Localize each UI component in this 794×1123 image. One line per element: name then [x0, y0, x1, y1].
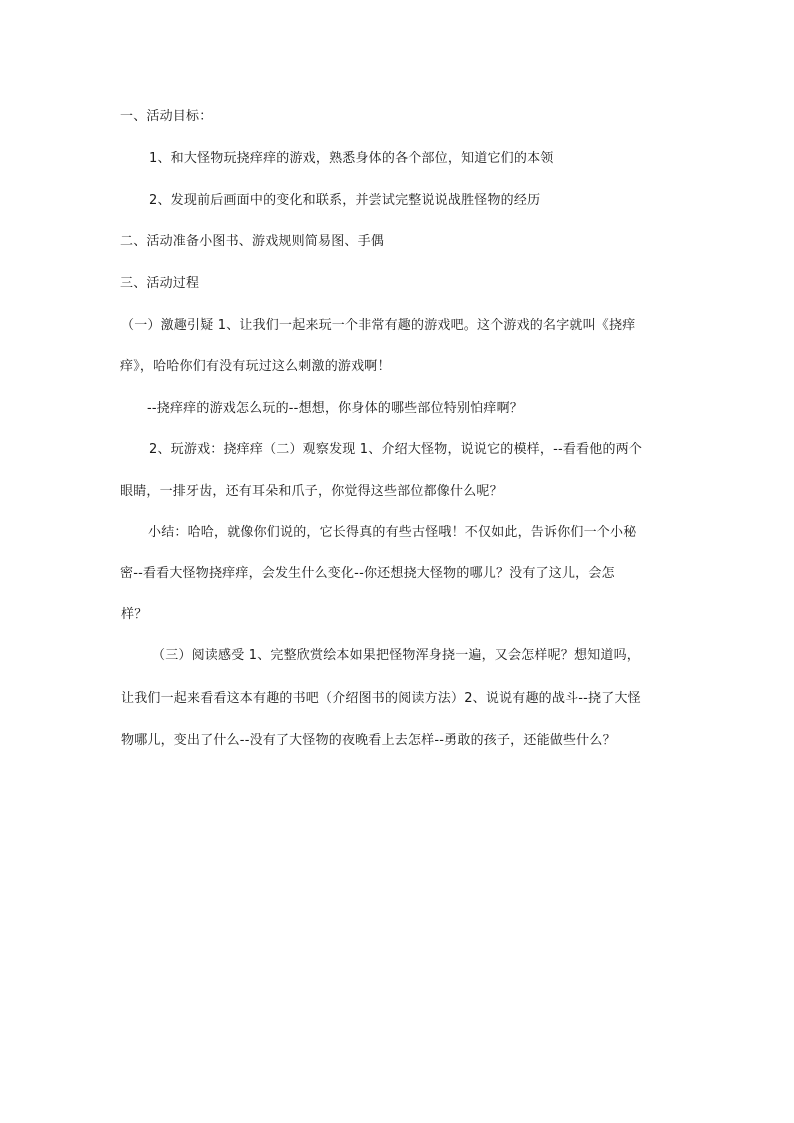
- heading-activity-goals: 一、活动目标：: [120, 109, 213, 124]
- heading-activity-preparation: 二、活动准备小图书、游戏规则简易图、手偶: [120, 234, 385, 249]
- paragraph-line: （一）激趣引疑 1、让我们一起来玩一个非常有趣的游戏吧。这个游戏的名字就叫《挠痒: [121, 318, 636, 333]
- paragraph-line: 2、玩游戏：挠痒痒（二）观察发现 1、介绍大怪物，说说它的模样，--看看他的两个: [149, 442, 643, 457]
- goal-item-1: 1、和大怪物玩挠痒痒的游戏，熟悉身体的各个部位，知道它们的本领: [149, 151, 554, 166]
- paragraph-line: 眼睛，一排牙齿，还有耳朵和爪子，你觉得这些部位都像什么呢？: [120, 484, 503, 499]
- paragraph-line: （三）阅读感受 1、完整欣赏绘本如果把怪物浑身挠一遍，又会怎样呢？想知道吗，: [152, 648, 641, 663]
- heading-activity-process: 三、活动过程: [120, 276, 200, 291]
- paragraph-line: 让我们一起来看看这本有趣的书吧（介绍图书的阅读方法）2、说说有趣的战斗--挠了大怪: [121, 691, 641, 706]
- paragraph-line: 小结：哈哈，就像你们说的，它长得真的有些古怪哦！不仅如此，告诉你们一个小秘: [148, 525, 637, 540]
- paragraph-line: 痒》，哈哈你们有没有玩过这么刺激的游戏啊！: [120, 359, 391, 374]
- paragraph-line: 物哪儿，变出了什么--没有了大怪物的夜晚看上去怎样--勇敢的孩子，还能做些什么？: [121, 733, 616, 748]
- paragraph-line: 密--看看大怪物挠痒痒，会发生什么变化--你还想挠大怪物的哪儿？没有了这儿，会怎: [120, 566, 615, 581]
- paragraph-line: --挠痒痒的游戏怎么玩的--想想，你身体的哪些部位特别怕痒啊？: [147, 401, 523, 416]
- goal-item-2: 2、发现前后画面中的变化和联系，并尝试完整说说战胜怪物的经历: [149, 193, 541, 208]
- paragraph-line: 样？: [121, 607, 148, 622]
